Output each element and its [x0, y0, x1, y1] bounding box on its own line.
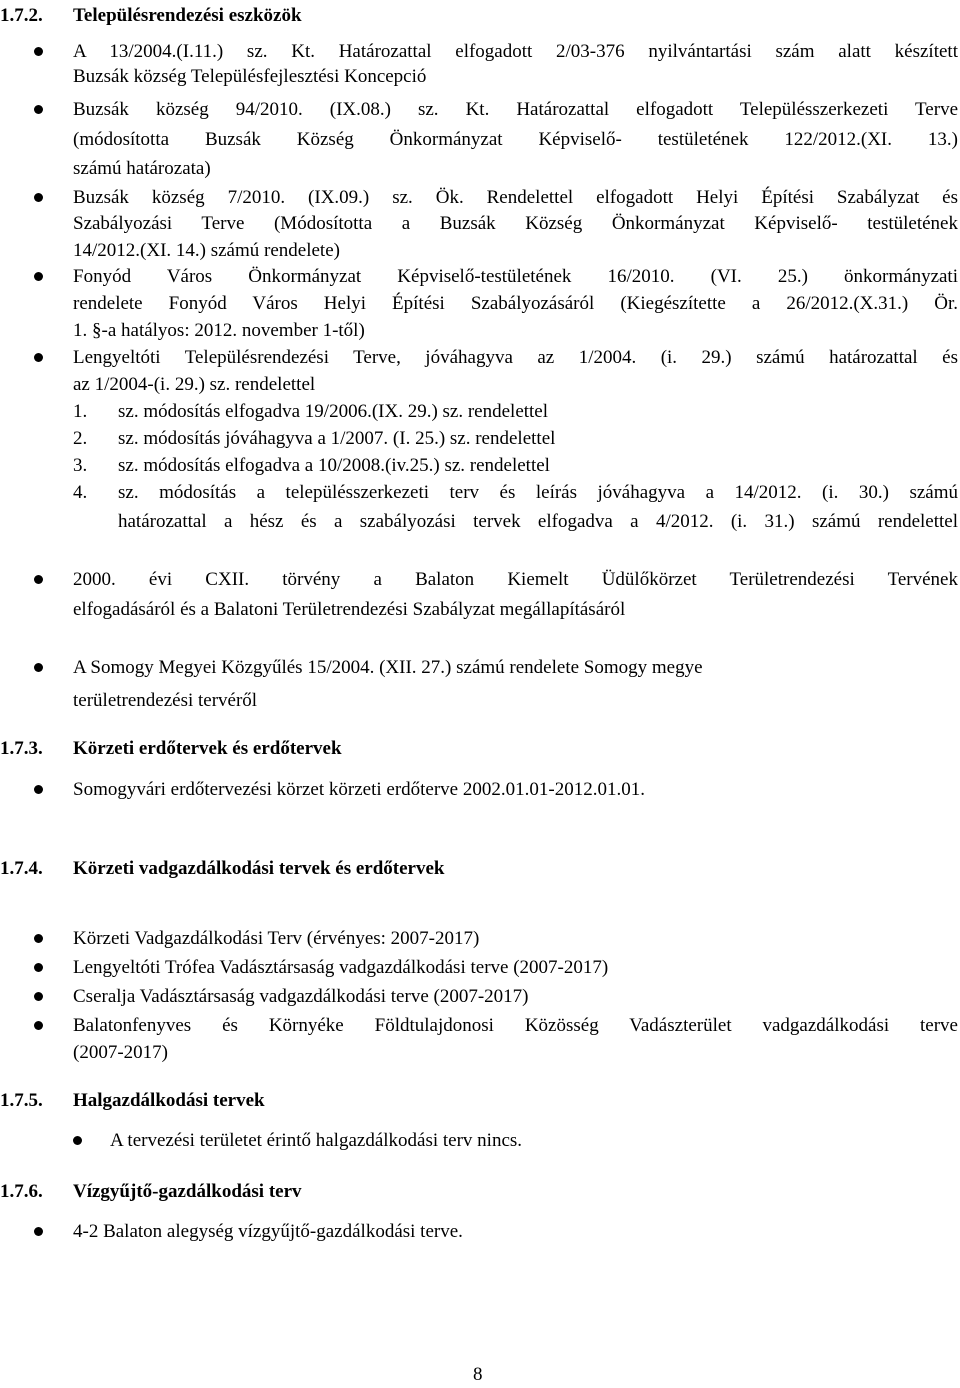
bullet-icon: [73, 1136, 82, 1145]
bullet-icon: [34, 353, 43, 362]
bullet-icon: [34, 105, 43, 114]
numbered-item-number: 2.: [73, 428, 88, 449]
list-item-text: számú határozata): [73, 158, 211, 179]
numbered-item-number: 1.: [73, 401, 88, 422]
section-title: Vízgyűjtő-gazdálkodási terv: [73, 1181, 302, 1202]
section-title: Halgazdálkodási tervek: [73, 1090, 265, 1111]
bullet-icon: [34, 992, 43, 1001]
list-item-text: Buzsák község 94/2010. (IX.08.) sz. Kt. Határozattal elfogadott Településszerkezeti Terve: [73, 99, 958, 120]
numbered-item-text: sz. módosítás elfogadva a 10/2008.(iv.25.) sz. rendelettel: [118, 455, 550, 476]
numbered-item-text: sz. módosítás jóváhagyva a 1/2007. (I. 25.) sz. rendelettel: [118, 428, 556, 449]
bullet-icon: [34, 663, 43, 672]
bullet-icon: [34, 934, 43, 943]
list-item-text: Buzsák község Településfejlesztési Koncepció: [73, 66, 427, 87]
section-title: Körzeti erdőtervek és erdőtervek: [73, 738, 342, 759]
section-number: 1.7.5.: [0, 1090, 43, 1111]
numbered-item-number: 4.: [73, 482, 88, 503]
numbered-item-text: sz. módosítás a településszerkezeti terv és leírás jóváhagyva a 14/2012. (i. 30.) számú: [118, 482, 958, 503]
section-number: 1.7.2.: [0, 5, 43, 26]
list-item-text: A 13/2004.(I.11.) sz. Kt. Határozattal elfogadott 2/03-376 nyilvántartási szám alatt készített: [73, 41, 958, 62]
bullet-icon: [34, 47, 43, 56]
list-item-text: 14/2012.(XI. 14.) számú rendelete): [73, 240, 340, 261]
bullet-icon: [34, 193, 43, 202]
bullet-icon: [34, 785, 43, 794]
numbered-item-text: határozattal a hész és a szabályozási tervek elfogadva a 4/2012. (i. 31.) számú rendelettel: [118, 511, 958, 532]
list-item-text: Szabályozási Terve (Módosította a Buzsák Község Önkormányzat Képviselő- testületének: [73, 213, 958, 234]
list-item-text: A Somogy Megyei Közgyűlés 15/2004. (XII. 27.) számú rendelete Somogy megye: [73, 657, 703, 678]
list-item-text: Lengyeltóti Trófea Vadásztársaság vadgazdálkodási terve (2007-2017): [73, 957, 609, 978]
section-title: Településrendezési eszközök: [73, 5, 302, 26]
list-item-text: Fonyód Város Önkormányzat Képviselő-testületének 16/2010. (VI. 25.) önkormányzati: [73, 266, 958, 287]
list-item-text: 4-2 Balaton alegység vízgyűjtő-gazdálkodási terve.: [73, 1221, 463, 1242]
list-item-text: 2000. évi CXII. törvény a Balaton Kiemelt Üdülőkörzet Területrendezési Tervének: [73, 569, 958, 590]
page-number: 8: [473, 1364, 483, 1385]
section-title: Körzeti vadgazdálkodási tervek és erdőtervek: [73, 858, 445, 879]
list-item-text: Cseralja Vadásztársaság vadgazdálkodási terve (2007-2017): [73, 986, 529, 1007]
list-item-text: Lengyeltóti Településrendezési Terve, jóváhagyva az 1/2004. (i. 29.) számú határozattal és: [73, 347, 958, 368]
list-item-text: Körzeti Vadgazdálkodási Terv (érvényes: 2007-2017): [73, 928, 480, 949]
list-item-text: A tervezési területet érintő halgazdálkodási terv nincs.: [110, 1130, 523, 1151]
section-number: 1.7.3.: [0, 738, 43, 759]
list-item-text: (2007-2017): [73, 1042, 168, 1063]
section-number: 1.7.4.: [0, 858, 43, 879]
numbered-item-text: sz. módosítás elfogadva 19/2006.(IX. 29.) sz. rendelettel: [118, 401, 549, 422]
bullet-icon: [34, 575, 43, 584]
list-item-text: (módosította Buzsák Község Önkormányzat Képviselő- testületének 122/2012.(XI. 13.): [73, 129, 958, 150]
list-item-text: elfogadásáról és a Balatoni Területrendezési Szabályzat megállapításáról: [73, 599, 626, 620]
list-item-text: Buzsák község 7/2010. (IX.09.) sz. Ök. Rendelettel elfogadott Helyi Építési Szabályzat és: [73, 187, 958, 208]
section-number: 1.7.6.: [0, 1181, 43, 1202]
list-item-text: Balatonfenyves és Környéke Földtulajdonosi Közösség Vadászterület vadgazdálkodási terve: [73, 1015, 958, 1036]
list-item-text: területrendezési tervéről: [73, 690, 258, 711]
list-item-text: az 1/2004-(i. 29.) sz. rendelettel: [73, 374, 316, 395]
numbered-item-number: 3.: [73, 455, 88, 476]
list-item-text: 1. §-a hatályos: 2012. november 1-től): [73, 320, 365, 341]
list-item-text: rendelete Fonyód Város Helyi Építési Szabályozásáról (Kiegészítette a 26/2012.(X.31.) Ör.: [73, 293, 958, 314]
list-item-text: Somogyvári erdőtervezési körzet körzeti erdőterve 2002.01.01-2012.01.01.: [73, 779, 645, 800]
bullet-icon: [34, 272, 43, 281]
bullet-icon: [34, 963, 43, 972]
bullet-icon: [34, 1021, 43, 1030]
bullet-icon: [34, 1227, 43, 1236]
